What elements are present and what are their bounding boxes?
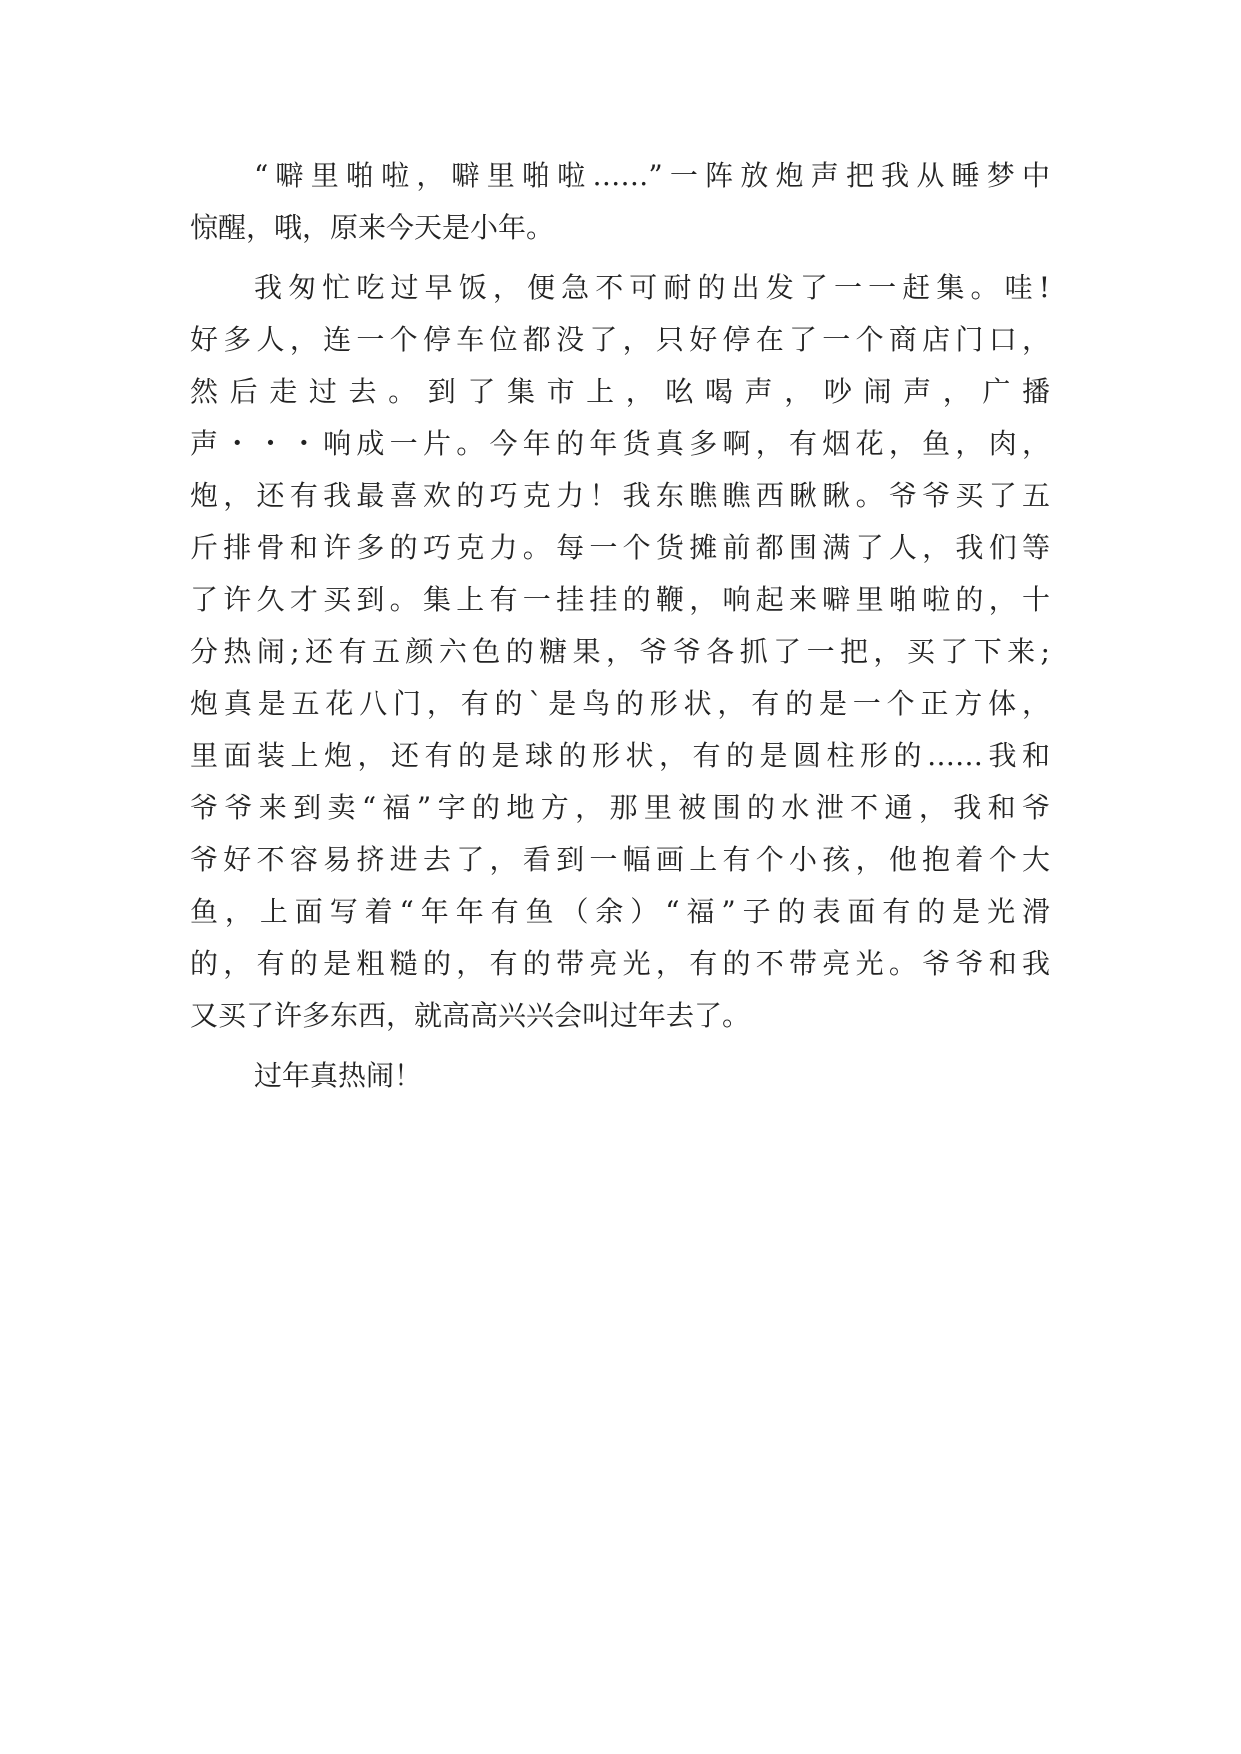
- paragraph-2-line-4: 声・・・响成一片。今年的年货真多啊，有烟花，鱼，肉，: [190, 427, 1050, 460]
- paragraph-2-line-14: 的，有的是粗糙的，有的带亮光，有的不带亮光。爷爷和我: [190, 947, 1050, 980]
- paragraph-2-line-11: 爷爷来到卖“福”字的地方，那里被围的水泄不通，我和爷: [190, 791, 1050, 824]
- paragraph-2-line-7: 了许久才买到。集上有一挂挂的鞭，响起来噼里啪啦的，十: [190, 583, 1050, 616]
- paragraph-2-line-6: 斤排骨和许多的巧克力。每一个货摊前都围满了人，我们等: [190, 531, 1050, 564]
- paragraph-2-line-8: 分热闹;还有五颜六色的糖果，爷爷各抓了一把，买了下来;: [190, 635, 1050, 668]
- paragraph-2-line-5: 炮，还有我最喜欢的巧克力！我东瞧瞧西瞅瞅。爷爷买了五: [190, 479, 1050, 512]
- paragraph-2-line-12: 爷好不容易挤进去了，看到一幅画上有个小孩，他抱着个大: [190, 843, 1050, 876]
- paragraph-3-line-1: 过年真热闹！: [254, 1059, 423, 1092]
- paragraph-2-line-10: 里面装上炮，还有的是球的形状，有的是圆柱形的……我和: [190, 739, 1050, 772]
- paragraph-1-line-2: 惊醒，哦，原来今天是小年。: [190, 211, 555, 244]
- paragraph-2-line-9: 炮真是五花八门，有的`是鸟的形状，有的是一个正方体，: [190, 687, 1050, 720]
- paragraph-2-line-13: 鱼，上面写着“年年有鱼（余）“福”子的表面有的是光滑: [190, 895, 1050, 928]
- paragraph-2-line-1: 我匆忙吃过早饭，便急不可耐的出发了一一赶集。哇!: [254, 271, 1050, 304]
- paragraph-2-line-15: 又买了许多东西，就高高兴兴会叫过年去了。: [190, 999, 751, 1032]
- paragraph-2-line-3: 然后走过去。到了集市上，吆喝声，吵闹声，广播: [190, 375, 1050, 408]
- paragraph-2-line-2: 好多人，连一个停车位都没了，只好停在了一个商店门口，: [190, 323, 1050, 356]
- paragraph-1-line-1: “噼里啪啦，噼里啪啦……”一阵放炮声把我从睡梦中: [254, 159, 1050, 192]
